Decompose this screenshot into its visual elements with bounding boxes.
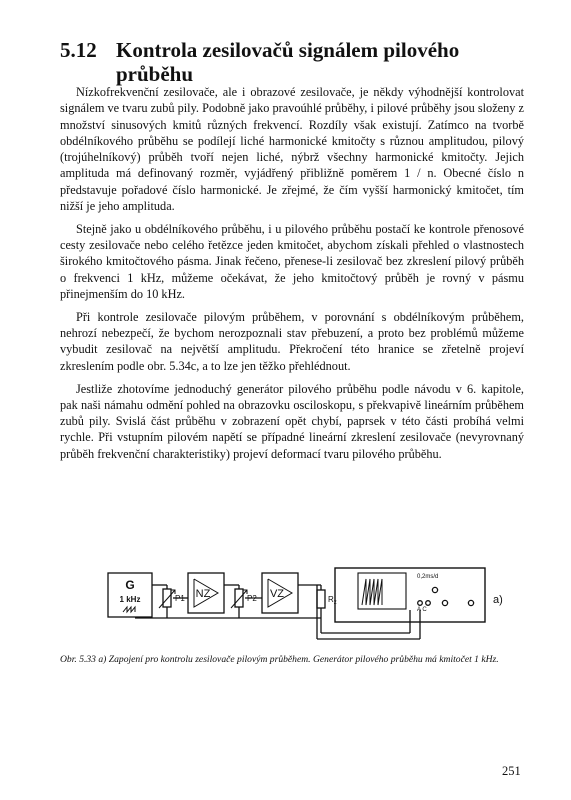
paragraph-3: Při kontrole zesilovače pilovým průběhem, v porovnání s obdélníkovým průběhem, nehrozí nebezpečí, že bychom nerozpoznali stav přebuzení, a proto bez problémů můžeme vybudit zesilovač na největší amplitudu. Překročení této hranice se zřetelně projeví zkreslením podle obr. 5.34c, a to lze jen těžko přehlédnout. xyxy=(60,309,524,373)
generator-frequency: 1 kHz xyxy=(119,595,141,604)
load-resistor-rz xyxy=(317,585,337,618)
page-number: 251 xyxy=(502,764,521,778)
input-terminal xyxy=(418,601,423,606)
generator-label: G xyxy=(125,578,135,592)
timebase-knob xyxy=(432,587,437,592)
circuit-diagram xyxy=(95,563,525,651)
sawtooth-trace xyxy=(362,579,382,605)
ground-terminal xyxy=(426,601,431,606)
section-heading xyxy=(60,38,530,86)
section-title-line1: Kontrola zesilovačů signálem pilového xyxy=(116,38,460,62)
nz-label: NZ xyxy=(195,588,211,600)
body-text xyxy=(60,84,524,469)
section-title-line2: průběhu xyxy=(116,62,194,86)
gain-knob xyxy=(442,600,447,605)
figure-part-label: a) xyxy=(493,594,503,606)
paragraph-1: Nízkofrekvenční zesilovače, ale i obrazové zesilovače, je někdy výhodnější kontrolovat signálem ve tvaru zubů pily. Podobně jako pravoúhlé průběhy, i pilové průběhy jsou složeny z množství sinusových kmitů různých frekvencí. Rozdíly však existují. Zatímco na tvorbě obdélníkového průběhu se podílejí liché harmonické kmitočty s různou amplitudou, pilový (trojúhelníkový) průběh tvoří nejen liché, nýbrž všechny harmonické kmitočty. Jejich amplituda má definovaný rozměr, vyjádřený přibližně poměrem 1 / n. Obecné číslo n představuje pořadové číslo harmonické. Je zřejmé, že čím vyšší harmonický kmitočet, tím nižší je jeho amplituda. xyxy=(60,85,524,214)
coupling-label: A C xyxy=(417,607,427,613)
timebase-label: 0,2ms/d xyxy=(417,574,439,580)
amplifier-nz xyxy=(188,573,224,613)
paragraph-2: Stejně jako u obdélníkového průběhu, i u pilového průběhu postačí ke kontrole přenosové cesty zesilovače nebo celého řetězce jeden kmitočet, abychom získali přehled o vlastnostech širokého kmitočtového pásma. Jinak řečeno, přenese-li zesilovač bez zkreslení pilový průběh o frekvenci 1 kHz, můžeme očekávat, že jeho kmitočtový průběh je rovný v pásmu přinejmenším do 10 kHz. xyxy=(60,221,524,302)
rz-subscript: z xyxy=(333,600,337,606)
rz-label: R xyxy=(328,595,334,604)
figure-caption: Obr. 5.33 a) Zapojení pro kontrolu zesilovače pilovým průběhem. Generátor pilového průběhu má kmitočet 1 kHz. xyxy=(60,654,499,665)
position-knob xyxy=(468,600,473,605)
potentiometer-p1 xyxy=(159,585,188,618)
p2-label: P2 xyxy=(247,594,257,603)
p1-label: P1 xyxy=(175,594,185,603)
section-number: 5.12 xyxy=(60,38,97,62)
generator-block xyxy=(108,573,152,617)
amplifier-vz xyxy=(262,573,298,613)
paragraph-4: Jestliže zhotovíme jednoduchý generátor pilového průběhu podle návodu v 6. kapitole, pak naši námahu odmění pohled na obrazovku osciloskopu, s překvapivě lineárním průběhem zubů pily. Svislá část průběhu v zobrazení opět chybí, paprsek v této části probíhá velmi rychle. Při vstupním pilovém napětí se případné lineární zkreslení zesilovače (nevyrovnaný průběh frekvenční charakteristiky) projeví deformací tvaru pilového průběhu. xyxy=(60,381,524,461)
vz-label: VZ xyxy=(269,588,285,600)
sawtooth-icon xyxy=(123,607,135,612)
potentiometer-p2 xyxy=(231,585,262,618)
